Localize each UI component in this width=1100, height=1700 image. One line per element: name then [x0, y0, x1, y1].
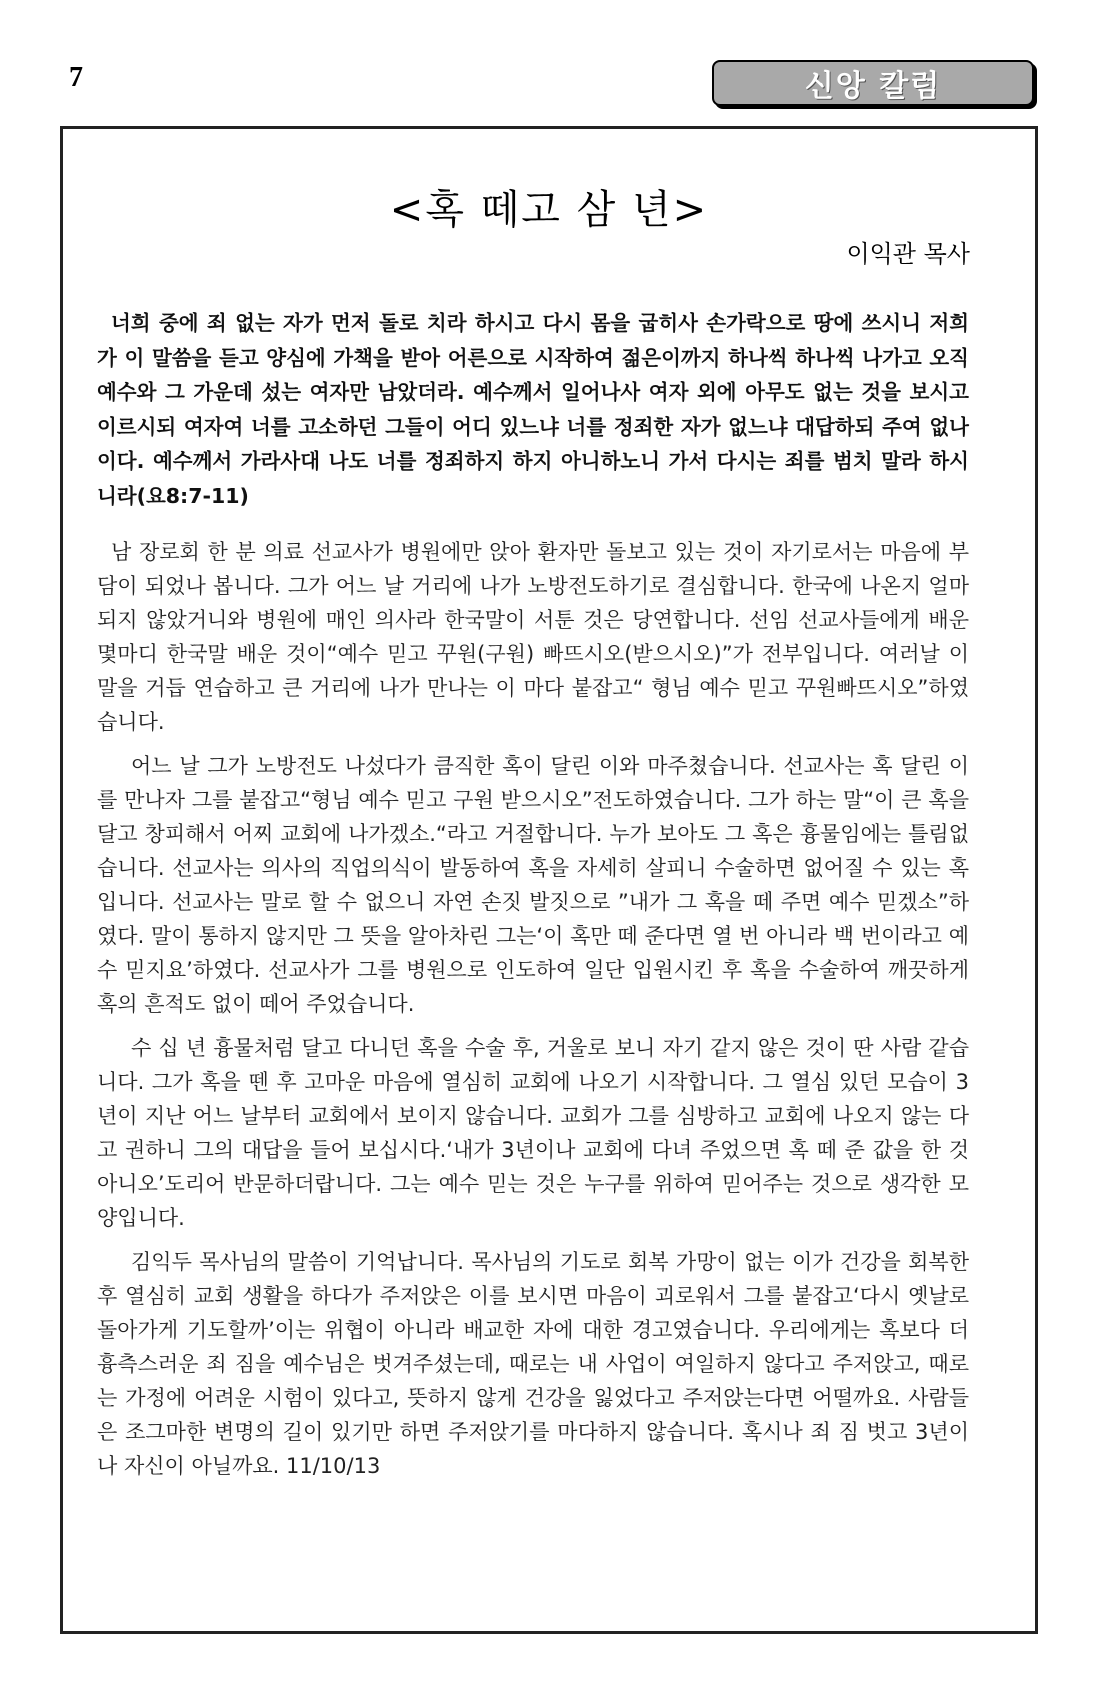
paragraph-4: 김익두 목사님의 말씀이 기억납니다. 목사님의 기도로 회복 가망이 없는 이가 건강을 회복한 후 열심히 교회 생활을 하다가 주저앉은 이를 보시면 마음이 괴로워서 그를 붙잡고‘다시 옛날로 돌아가게 기도할까’이는 위협이 아니라 배교한 자에 대한 경고였습니다. 우리에게는 혹보다 더 흉측스러운 죄 짐을 예수님은 벗겨주셨는데, 때로는 내 사업이 여일하지 않다고 주저앉고, 때로는 가정에 어려운 시험이 있다고, 뜻하지 않게 건강을 잃었다고 주저앉는다면 어떨까요. 사람들은 조그마한 변명의 길이 있기만 하면 주저앉기를 마다하지 않습니다. 혹시나 죄 짐 벗고 3년이 나 자신이 아닐까요. 11/10/13: [97, 1250, 969, 1478]
paragraph-1: 남 장로회 한 분 의료 선교사가 병원에만 앉아 환자만 돌보고 있는 것이 자기로서는 마음에 부담이 되었나 봅니다. 그가 어느 날 거리에 나가 노방전도하기로 결심합니다. 한국에 나온지 얼마 되지 않았거니와 병원에 매인 의사라 한국말이 서툰 것은 당연합니다. 선임 선교사들에게 배운 몇마디 한국말 배운 것이“예수 믿고 꾸원(구원) 빠뜨시오(받으시오)”가 전부입니다. 여러날 이 말을 거듭 연습하고 큰 거리에 나가 만나는 이 마다 붙잡고“ 형님 예수 믿고 꾸원빠뜨시오”하였습니다.: [97, 540, 969, 734]
paragraph-2: 어느 날 그가 노방전도 나섰다가 큼직한 혹이 달린 이와 마주쳤습니다. 선교사는 혹 달린 이를 만나자 그를 붙잡고“형님 예수 믿고 구원 받으시오”전도하였습니다. 그가 하는 말“이 큰 혹을 달고 창피해서 어찌 교회에 나가겠소.“라고 거절합니다. 누가 보아도 그 혹은 흉물임에는 틀림없습니다. 선교사는 의사의 직업의식이 발동하여 혹을 자세히 살피니 수술하면 없어질 수 있는 혹입니다. 선교사는 말로 할 수 없으니 자연 손짓 발짓으로 ”내가 그 혹을 떼 주면 예수 믿겠소”하였다. 말이 통하지 않지만 그 뜻을 알아차린 그는‘이 혹만 떼 준다면 열 번 아니라 백 번이라고 예수 믿지요’하였다. 선교사가 그를 병원으로 인도하여 일단 입원시킨 후 혹을 수술하여 깨끗하게 혹의 흔적도 없이 떼어 주었습니다.: [97, 754, 969, 1016]
article-title: <혹 떼고 삼 년>: [389, 187, 709, 233]
scripture-quote: 너희 중에 죄 없는 자가 먼저 돌로 치라 하시고 다시 몸을 굽히사 손가락으로 땅에 쓰시니 저희가 이 말씀을 듣고 양심에 가책을 받아 어른으로 시작하여 젊은이까지 하나씩 하나씩 나가고 오직 예수와 그 가운데 섰는 여자만 남았더라. 예수께서 일어나사 여자 외에 아무도 없는 것을 보시고 이르시되 여자여 너를 고소하던 그들이 어디 있느냐 너를 정죄한 자가 없느냐 대답하되 주여 없나이다. 예수께서 가라사대 나도 너를 정죄하지 하지 아니하노니 가서 다시는 죄를 범치 말라 하시니라(요8:7-11): [97, 311, 969, 508]
paragraph-3: 수 십 년 흉물처럼 달고 다니던 혹을 수술 후, 거울로 보니 자기 같지 않은 것이 딴 사람 같습니다. 그가 혹을 뗀 후 고마운 마음에 열심히 교회에 나오기 시작합니다. 그 열심 있던 모습이 3년이 지난 어느 날부터 교회에서 보이지 않습니다. 교회가 그를 심방하고 교회에 나오지 않는 다고 권하니 그의 대답을 들어 보십시다.‘내가 3년이나 교회에 다녀 주었으면 혹 떼 준 값을 한 것 아니오’도리어 반문하더랍니다. 그는 예수 믿는 것은 누구를 위하여 믿어주는 것으로 생각한 모양입니다.: [97, 1036, 969, 1230]
page-number: 7: [69, 62, 83, 93]
section-label: 신앙 칼럼: [712, 60, 1034, 106]
article-body: [97, 306, 969, 1493]
author-name: 이익관 목사: [846, 240, 970, 268]
